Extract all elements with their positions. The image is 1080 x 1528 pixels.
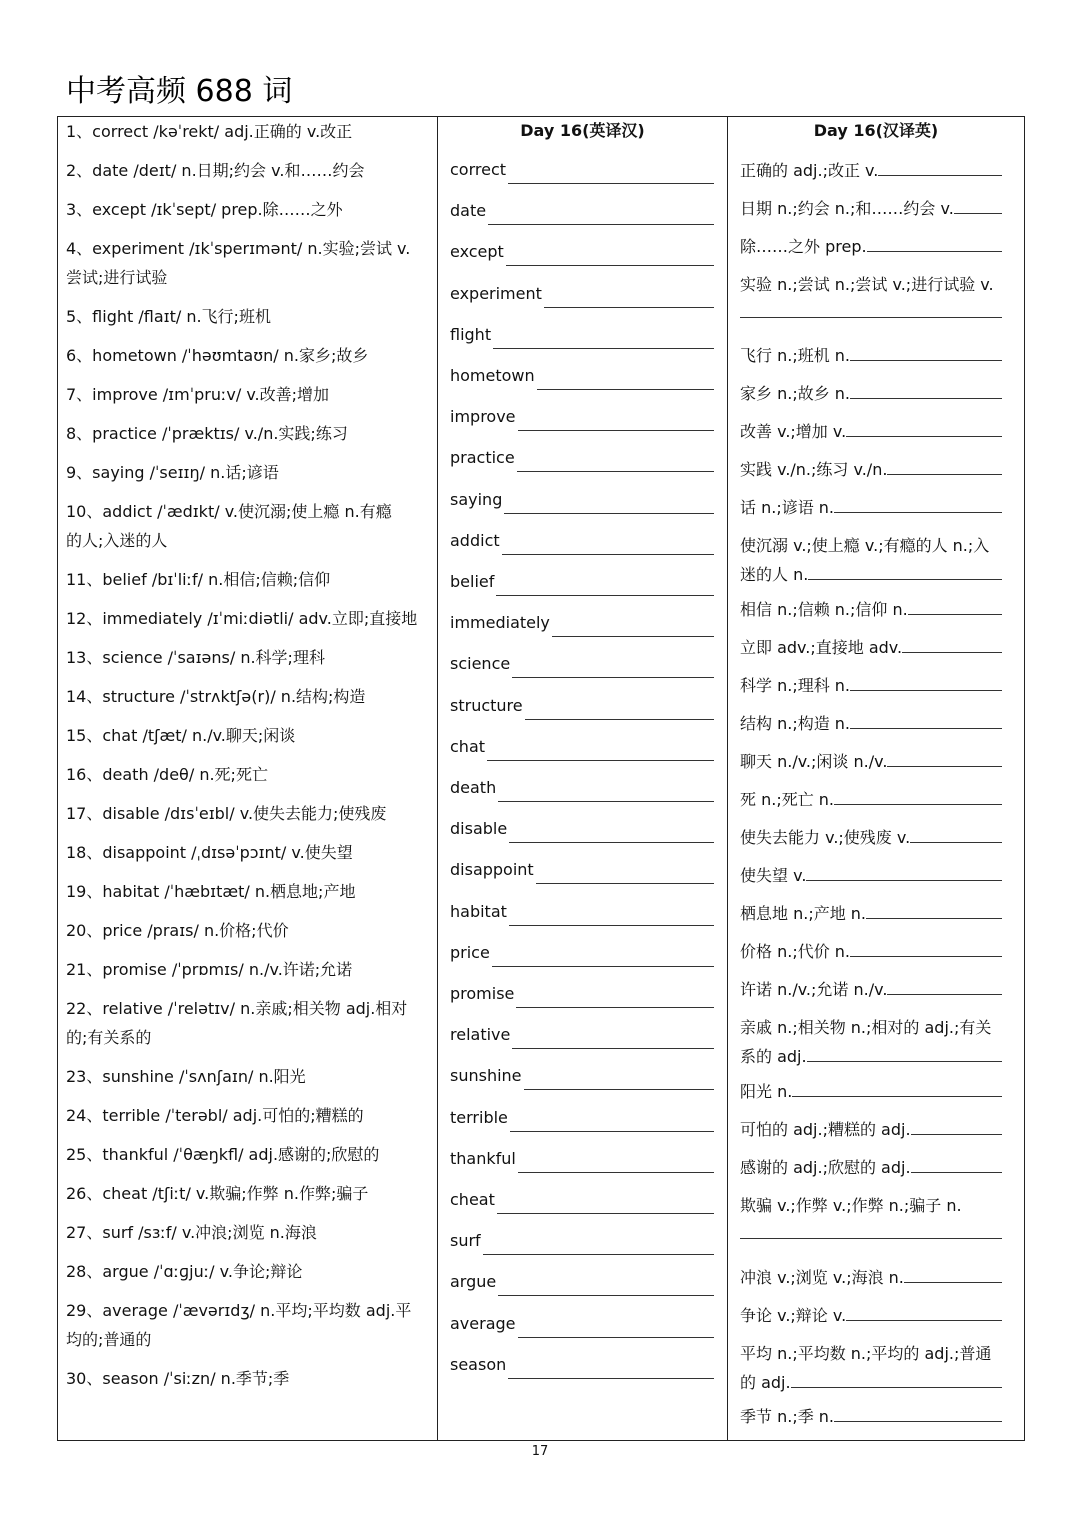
cn-prompt-line bbox=[740, 1368, 1006, 1397]
cn-prompt-line bbox=[740, 671, 1006, 700]
cn-prompt-text: 死 n.;死亡 n. bbox=[740, 790, 835, 809]
cn-prompt-text: 亲戚 n.;相关物 n.;相对的 adj.;有关 bbox=[740, 1018, 992, 1037]
cn-prompt-text: 系的 adj. bbox=[740, 1047, 807, 1066]
cn-prompt-text: 冲浪 v.;浏览 v.;海浪 n. bbox=[740, 1268, 904, 1287]
word-entry-line: 的人;入迷的人 bbox=[66, 531, 168, 550]
cn-prompt-line bbox=[740, 1402, 1006, 1431]
answer-blank[interactable] bbox=[518, 416, 714, 431]
en-word-row bbox=[450, 237, 714, 266]
cn-prompt-text: 季节 n.;季 n. bbox=[740, 1407, 835, 1426]
answer-blank[interactable] bbox=[850, 714, 1002, 729]
word-entry-line: 3、except /ɪkˈsept/ prep.除……之外 bbox=[66, 200, 343, 219]
word-entry-line: 13、science /ˈsaɪəns/ n.科学;理科 bbox=[66, 648, 325, 667]
cn-prompt bbox=[740, 417, 1006, 446]
word-entry-line: 16、death /deθ/ n.死;死亡 bbox=[66, 765, 268, 784]
cn-prompt-line bbox=[740, 785, 1006, 814]
answer-blank[interactable] bbox=[488, 210, 714, 225]
cn-prompt-line bbox=[740, 1263, 1006, 1292]
answer-blank[interactable] bbox=[498, 787, 714, 802]
en-word: price bbox=[450, 942, 490, 962]
answer-blank[interactable] bbox=[544, 293, 714, 308]
answer-blank[interactable] bbox=[552, 622, 714, 637]
en-word-row bbox=[450, 1103, 714, 1132]
word-entry bbox=[66, 380, 428, 409]
en-word-row bbox=[450, 732, 714, 761]
word-entry bbox=[66, 682, 428, 711]
cn-prompt-text: 聊天 n./v.;闲谈 n./v. bbox=[740, 752, 888, 771]
cn-prompt-line bbox=[740, 861, 1006, 890]
en-word-row bbox=[450, 1185, 714, 1214]
answer-blank[interactable] bbox=[492, 952, 714, 967]
cn-prompt-text: 改善 v.;增加 v. bbox=[740, 422, 847, 441]
en-word: flight bbox=[450, 324, 492, 344]
cn-prompt-line bbox=[740, 417, 1006, 446]
cn-prompt-text: 的 adj. bbox=[740, 1373, 791, 1392]
cn-prompt-line bbox=[740, 493, 1006, 522]
cn-prompt bbox=[740, 899, 1006, 928]
cn-prompt-text: 实验 n.;尝试 n.;尝试 v.;进行试验 v. bbox=[740, 275, 994, 294]
answer-blank[interactable] bbox=[954, 199, 1002, 214]
word-entry-line: 8、practice /ˈpræktɪs/ v./n.实践;练习 bbox=[66, 424, 348, 443]
cn-prompt-line bbox=[740, 1339, 1006, 1368]
cn-to-en-header: Day 16(汉译英) bbox=[813, 121, 939, 140]
cn-prompt-text: 迷的人 n. bbox=[740, 565, 809, 584]
cn-prompt bbox=[740, 861, 1006, 890]
word-entry bbox=[66, 760, 428, 789]
en-word: experiment bbox=[450, 283, 542, 303]
en-word-row bbox=[450, 608, 714, 637]
word-entry-line: 29、average /ˈævərɪdʒ/ n.平均;平均数 adj.平 bbox=[66, 1301, 412, 1320]
en-word-row bbox=[450, 279, 714, 308]
answer-blank[interactable] bbox=[496, 581, 714, 596]
answer-blank[interactable] bbox=[834, 1407, 1002, 1422]
cn-prompt bbox=[740, 493, 1006, 522]
word-entry-line: 5、flight /flaɪt/ n.飞行;班机 bbox=[66, 307, 271, 326]
word-entry bbox=[66, 419, 428, 448]
word-entry bbox=[66, 1364, 428, 1393]
answer-blank[interactable] bbox=[502, 540, 714, 555]
answer-blank[interactable] bbox=[524, 1075, 714, 1090]
cn-prompt bbox=[740, 341, 1006, 370]
word-entry-line: 15、chat /tʃæt/ n./v.聊天;闲谈 bbox=[66, 726, 296, 745]
en-word-row bbox=[450, 320, 714, 349]
cn-prompt bbox=[740, 270, 1006, 299]
word-entry bbox=[66, 497, 428, 555]
en-word: addict bbox=[450, 530, 500, 550]
answer-blank[interactable] bbox=[536, 869, 714, 884]
en-word: habitat bbox=[450, 901, 507, 921]
word-entry-line: 28、argue /ˈɑːɡjuː/ v.争论;辩论 bbox=[66, 1262, 303, 1281]
word-entry-line: 12、immediately /ɪˈmiːdiətli/ adv.立即;直接地 bbox=[66, 609, 418, 628]
answer-blank[interactable] bbox=[867, 237, 1002, 252]
en-word-row bbox=[450, 361, 714, 390]
answer-blank[interactable] bbox=[846, 422, 1002, 437]
answer-blank[interactable] bbox=[508, 1364, 714, 1379]
cn-prompt bbox=[740, 1402, 1006, 1431]
cn-prompt bbox=[740, 785, 1006, 814]
en-word-row bbox=[450, 691, 714, 720]
answer-blank[interactable] bbox=[516, 993, 714, 1008]
answer-blank[interactable] bbox=[512, 663, 714, 678]
answer-blank[interactable] bbox=[510, 1117, 714, 1132]
en-word-row bbox=[450, 526, 714, 555]
en-word-row bbox=[450, 196, 714, 225]
cn-prompt-text: 话 n.;谚语 n. bbox=[740, 498, 835, 517]
cn-prompt bbox=[740, 671, 1006, 700]
cn-prompt-line bbox=[740, 379, 1006, 408]
answer-blank[interactable] bbox=[887, 752, 1002, 767]
cn-prompt-line bbox=[740, 899, 1006, 928]
cn-prompt bbox=[740, 937, 1006, 966]
answer-blank[interactable] bbox=[791, 1373, 1002, 1388]
cn-prompt-line bbox=[740, 709, 1006, 738]
cn-prompt-line bbox=[740, 1301, 1006, 1330]
cn-prompt-line bbox=[740, 455, 1006, 484]
en-word: practice bbox=[450, 448, 515, 468]
answer-blank[interactable] bbox=[902, 638, 1002, 653]
cn-prompt-text: 欺骗 v.;作弊 v.;作弊 n.;骗子 n. bbox=[740, 1196, 962, 1215]
cn-prompt-line bbox=[740, 560, 1006, 589]
cn-prompt-text: 使沉溺 v.;使上瘾 v.;有瘾的人 n.;入 bbox=[740, 536, 990, 555]
en-word-row bbox=[450, 1226, 714, 1255]
en-word: immediately bbox=[450, 613, 550, 633]
word-entry-line: 30、season /ˈsiːzn/ n.季节;季 bbox=[66, 1369, 290, 1388]
cn-prompt-line bbox=[740, 341, 1006, 370]
cn-prompt-line bbox=[740, 194, 1006, 223]
word-entry bbox=[66, 117, 428, 146]
answer-blank[interactable] bbox=[904, 1268, 1002, 1283]
en-word: structure bbox=[450, 695, 523, 715]
answer-blank[interactable] bbox=[792, 1082, 1002, 1097]
word-entry-line: 7、improve /ɪmˈpruːv/ v.改善;增加 bbox=[66, 385, 330, 404]
answer-blank[interactable] bbox=[487, 746, 714, 761]
word-entry-line: 14、structure /ˈstrʌktʃə(r)/ n.结构;构造 bbox=[66, 687, 366, 706]
cn-prompt-text: 许诺 n./v.;允诺 n./v. bbox=[740, 980, 888, 999]
cn-prompt-text: 使失望 v. bbox=[740, 866, 807, 885]
cn-prompt-line bbox=[740, 823, 1006, 852]
word-entry-line: 1、correct /kəˈrekt/ adj.正确的 v.改正 bbox=[66, 122, 353, 141]
cn-prompt bbox=[740, 232, 1006, 261]
answer-blank[interactable] bbox=[525, 705, 714, 720]
word-entry-line: 25、thankful /ˈθæŋkfl/ adj.感谢的;欣慰的 bbox=[66, 1145, 380, 1164]
word-entry bbox=[66, 1257, 428, 1286]
answer-blank[interactable] bbox=[493, 334, 714, 349]
word-entry-line: 21、promise /ˈprɒmɪs/ n./v.许诺;允诺 bbox=[66, 960, 353, 979]
cn-prompt-line bbox=[740, 1153, 1006, 1182]
cn-prompt bbox=[740, 595, 1006, 624]
cn-prompt-text: 平均 n.;平均数 n.;平均的 adj.;普通 bbox=[740, 1344, 992, 1363]
en-word: correct bbox=[450, 160, 507, 179]
word-entry bbox=[66, 1062, 428, 1091]
en-word: terrible bbox=[450, 1107, 508, 1127]
en-word: cheat bbox=[450, 1190, 495, 1209]
word-entry-line: 22、relative /ˈrelətɪv/ n.亲戚;相关物 adj.相对 bbox=[66, 999, 408, 1018]
answer-blank[interactable] bbox=[807, 1047, 1002, 1062]
en-word: relative bbox=[450, 1025, 511, 1045]
en-word-row bbox=[450, 1267, 714, 1296]
word-entry-line: 的;有关系的 bbox=[66, 1028, 152, 1047]
cn-prompt bbox=[740, 1339, 1006, 1397]
word-entry bbox=[66, 1179, 428, 1208]
word-entry-line: 9、saying /ˈseɪɪŋ/ n.话;谚语 bbox=[66, 463, 279, 482]
en-to-cn-column bbox=[438, 117, 728, 1440]
en-word: disappoint bbox=[450, 860, 534, 880]
cn-prompt bbox=[740, 455, 1006, 484]
answer-blank[interactable] bbox=[740, 1238, 1002, 1239]
answer-blank[interactable] bbox=[498, 1281, 714, 1296]
en-word: hometown bbox=[450, 366, 535, 385]
word-entry bbox=[66, 1296, 428, 1354]
cn-prompt-text: 立即 adv.;直接地 adv. bbox=[740, 638, 903, 657]
cn-prompt-line bbox=[740, 975, 1006, 1004]
cn-prompt-line bbox=[740, 633, 1006, 662]
answer-blank[interactable] bbox=[887, 980, 1002, 995]
cn-prompt bbox=[740, 747, 1006, 776]
word-entry bbox=[66, 1218, 428, 1247]
en-to-cn-header: Day 16(英译汉) bbox=[520, 121, 645, 140]
word-entry bbox=[66, 195, 428, 224]
cn-prompt bbox=[740, 194, 1006, 223]
word-entry bbox=[66, 838, 428, 867]
answer-blank[interactable] bbox=[508, 169, 714, 184]
en-word: belief bbox=[450, 572, 495, 591]
word-entry bbox=[66, 643, 428, 672]
cn-prompt bbox=[740, 1115, 1006, 1144]
word-entry bbox=[66, 341, 428, 370]
answer-blank[interactable] bbox=[911, 1158, 1002, 1173]
word-entry bbox=[66, 799, 428, 828]
answer-blank[interactable] bbox=[850, 384, 1002, 399]
answer-blank[interactable] bbox=[537, 375, 714, 390]
en-word: average bbox=[450, 1313, 516, 1333]
word-entry bbox=[66, 1140, 428, 1169]
cn-prompt-text: 结构 n.;构造 n. bbox=[740, 714, 851, 733]
word-list-column bbox=[58, 117, 438, 1440]
word-entry bbox=[66, 234, 428, 292]
word-entry-line: 26、cheat /tʃiːt/ v.欺骗;作弊 n.作弊;骗子 bbox=[66, 1184, 369, 1203]
en-word-row bbox=[450, 1144, 714, 1173]
answer-blank[interactable] bbox=[911, 1120, 1002, 1135]
page-title: 中考高频 688 词 bbox=[66, 74, 293, 109]
en-word-row bbox=[450, 1020, 714, 1049]
en-word: argue bbox=[450, 1272, 497, 1292]
word-entry-line: 23、sunshine /ˈsʌnʃaɪn/ n.阳光 bbox=[66, 1067, 306, 1086]
cn-prompt bbox=[740, 633, 1006, 662]
word-entry bbox=[66, 458, 428, 487]
cn-prompt-text: 实践 v./n.;练习 v./n. bbox=[740, 460, 888, 479]
cn-prompt bbox=[740, 531, 1006, 589]
word-entry-line: 6、hometown /ˈhəʊmtaʊn/ n.家乡;故乡 bbox=[66, 346, 369, 365]
en-word: chat bbox=[450, 736, 486, 756]
cn-prompt-text: 可怕的 adj.;糟糕的 adj. bbox=[740, 1120, 911, 1139]
answer-blank[interactable] bbox=[497, 1199, 714, 1214]
answer-blank[interactable] bbox=[834, 498, 1002, 513]
en-word: season bbox=[450, 1354, 507, 1374]
cn-prompt bbox=[740, 975, 1006, 1004]
answer-blank[interactable] bbox=[518, 1323, 715, 1338]
cn-prompt-text: 价格 n.;代价 n. bbox=[740, 942, 851, 961]
cn-prompt-text: 科学 n.;理科 n. bbox=[740, 676, 851, 695]
en-word: promise bbox=[450, 984, 515, 1003]
answer-blank[interactable] bbox=[866, 904, 1002, 919]
answer-blank[interactable] bbox=[850, 942, 1002, 957]
word-entry-line: 2、date /deɪt/ n.日期;约会 v.和……约会 bbox=[66, 161, 365, 180]
answer-blank[interactable] bbox=[850, 676, 1002, 691]
cn-prompt bbox=[740, 1077, 1006, 1106]
cn-prompt-line bbox=[740, 1115, 1006, 1144]
cn-prompt-text: 感谢的 adj.;欣慰的 adj. bbox=[740, 1158, 911, 1177]
word-entry bbox=[66, 604, 428, 633]
answer-blank[interactable] bbox=[740, 317, 1002, 318]
word-entry bbox=[66, 916, 428, 945]
en-word: sunshine bbox=[450, 1066, 522, 1086]
en-word-row bbox=[450, 1350, 714, 1379]
word-entry-line: 尝试;进行试验 bbox=[66, 268, 168, 287]
cn-prompt-text: 阳光 n. bbox=[740, 1082, 793, 1101]
answer-blank[interactable] bbox=[887, 460, 1002, 475]
cn-prompt-text: 正确的 adj.;改正 v. bbox=[740, 161, 879, 180]
cn-prompt-text: 相信 n.;信赖 n.;信仰 n. bbox=[740, 600, 908, 619]
cn-prompt-line bbox=[740, 1191, 1006, 1220]
en-word: except bbox=[450, 242, 504, 262]
cn-prompt-text: 除……之外 prep. bbox=[740, 237, 867, 256]
word-entry-line: 18、disappoint /ˌdɪsəˈpɔɪnt/ v.使失望 bbox=[66, 843, 353, 862]
en-word: disable bbox=[450, 819, 508, 839]
word-entry bbox=[66, 955, 428, 984]
word-entry bbox=[66, 302, 428, 331]
word-entry-line: 10、addict /ˈædɪkt/ v.使沉溺;使上瘾 n.有瘾 bbox=[66, 502, 392, 521]
vocab-table bbox=[57, 116, 1025, 1441]
en-word-row bbox=[450, 938, 714, 967]
cn-prompt-text: 日期 n.;约会 n.;和……约会 v. bbox=[740, 199, 954, 218]
answer-blank[interactable] bbox=[509, 911, 714, 926]
en-word: improve bbox=[450, 407, 516, 427]
en-word: science bbox=[450, 654, 511, 674]
word-entry bbox=[66, 565, 428, 594]
en-word-row bbox=[450, 402, 714, 431]
answer-blank[interactable] bbox=[834, 790, 1002, 805]
cn-prompt-line bbox=[740, 747, 1006, 776]
cn-to-en-column bbox=[728, 117, 1024, 1440]
cn-prompt-text: 飞行 n.;班机 n. bbox=[740, 346, 851, 365]
en-word-row bbox=[450, 979, 714, 1008]
en-word-row bbox=[450, 1309, 714, 1338]
word-entry-line: 4、experiment /ɪkˈsperɪmənt/ n.实验;尝试 v. bbox=[66, 239, 411, 258]
word-entry bbox=[66, 877, 428, 906]
word-entry-line: 27、surf /sɜːf/ v.冲浪;浏览 n.海浪 bbox=[66, 1223, 317, 1242]
en-word-row bbox=[450, 567, 714, 596]
answer-blank[interactable] bbox=[518, 1158, 714, 1173]
cn-prompt-line bbox=[740, 531, 1006, 560]
cn-prompt-line bbox=[740, 1077, 1006, 1106]
word-entry bbox=[66, 721, 428, 750]
en-word-row bbox=[450, 443, 714, 472]
en-word-row bbox=[450, 814, 714, 843]
cn-prompt-line bbox=[740, 156, 1006, 185]
word-entry-line: 20、price /praɪs/ n.价格;代价 bbox=[66, 921, 289, 940]
answer-blank[interactable] bbox=[808, 565, 1002, 580]
cn-prompt-line bbox=[740, 937, 1006, 966]
answer-blank[interactable] bbox=[910, 828, 1002, 843]
word-entry-line: 19、habitat /ˈhæbɪtæt/ n.栖息地;产地 bbox=[66, 882, 356, 901]
cn-prompt bbox=[740, 1013, 1006, 1071]
word-entry bbox=[66, 1101, 428, 1130]
answer-blank[interactable] bbox=[846, 1306, 1002, 1321]
cn-prompt-text: 争论 v.;辩论 v. bbox=[740, 1306, 847, 1325]
en-word-row bbox=[450, 1061, 714, 1090]
answer-blank[interactable] bbox=[512, 1034, 714, 1049]
word-entry bbox=[66, 156, 428, 185]
cn-prompt bbox=[740, 379, 1006, 408]
cn-prompt bbox=[740, 823, 1006, 852]
en-word: death bbox=[450, 778, 497, 797]
en-word: surf bbox=[450, 1231, 481, 1251]
cn-prompt bbox=[740, 1191, 1006, 1220]
answer-blank[interactable] bbox=[850, 346, 1002, 361]
cn-prompt-line bbox=[740, 595, 1006, 624]
en-word-row bbox=[450, 773, 714, 802]
cn-prompt-line bbox=[740, 1042, 1006, 1071]
cn-prompt bbox=[740, 156, 1006, 185]
word-entry-line: 均的;普通的 bbox=[66, 1330, 152, 1349]
answer-blank[interactable] bbox=[504, 499, 714, 514]
en-word: date bbox=[450, 201, 487, 221]
cn-prompt-text: 使失去能力 v.;使残废 v. bbox=[740, 828, 911, 847]
cn-prompt-line bbox=[740, 1013, 1006, 1042]
answer-blank[interactable] bbox=[908, 600, 1002, 615]
en-word-row bbox=[450, 485, 714, 514]
word-entry-line: 17、disable /dɪsˈeɪbl/ v.使失去能力;使残废 bbox=[66, 804, 387, 823]
page-number: 17 bbox=[531, 1444, 549, 1459]
answer-blank[interactable] bbox=[878, 161, 1002, 176]
word-entry-line: 24、terrible /ˈterəbl/ adj.可怕的;糟糕的 bbox=[66, 1106, 364, 1125]
en-word-row bbox=[450, 649, 714, 678]
cn-prompt-line bbox=[740, 270, 1006, 299]
answer-blank[interactable] bbox=[506, 251, 714, 266]
en-word-row bbox=[450, 897, 714, 926]
cn-prompt-text: 栖息地 n.;产地 n. bbox=[740, 904, 867, 923]
answer-blank[interactable] bbox=[483, 1240, 714, 1255]
cn-prompt-line bbox=[740, 232, 1006, 261]
en-word: saying bbox=[450, 489, 503, 509]
en-word-row bbox=[450, 855, 714, 884]
cn-prompt bbox=[740, 1263, 1006, 1292]
cn-prompt bbox=[740, 1153, 1006, 1182]
cn-prompt bbox=[740, 1301, 1006, 1330]
answer-blank[interactable] bbox=[806, 866, 1002, 881]
cn-prompt bbox=[740, 709, 1006, 738]
answer-blank[interactable] bbox=[517, 457, 714, 472]
word-entry-line: 11、belief /bɪˈliːf/ n.相信;信赖;信仰 bbox=[66, 570, 331, 589]
word-entry bbox=[66, 994, 428, 1052]
cn-prompt-text: 家乡 n.;故乡 n. bbox=[740, 384, 851, 403]
en-word: thankful bbox=[450, 1148, 516, 1168]
answer-blank[interactable] bbox=[509, 828, 714, 843]
en-word-row bbox=[450, 155, 714, 184]
